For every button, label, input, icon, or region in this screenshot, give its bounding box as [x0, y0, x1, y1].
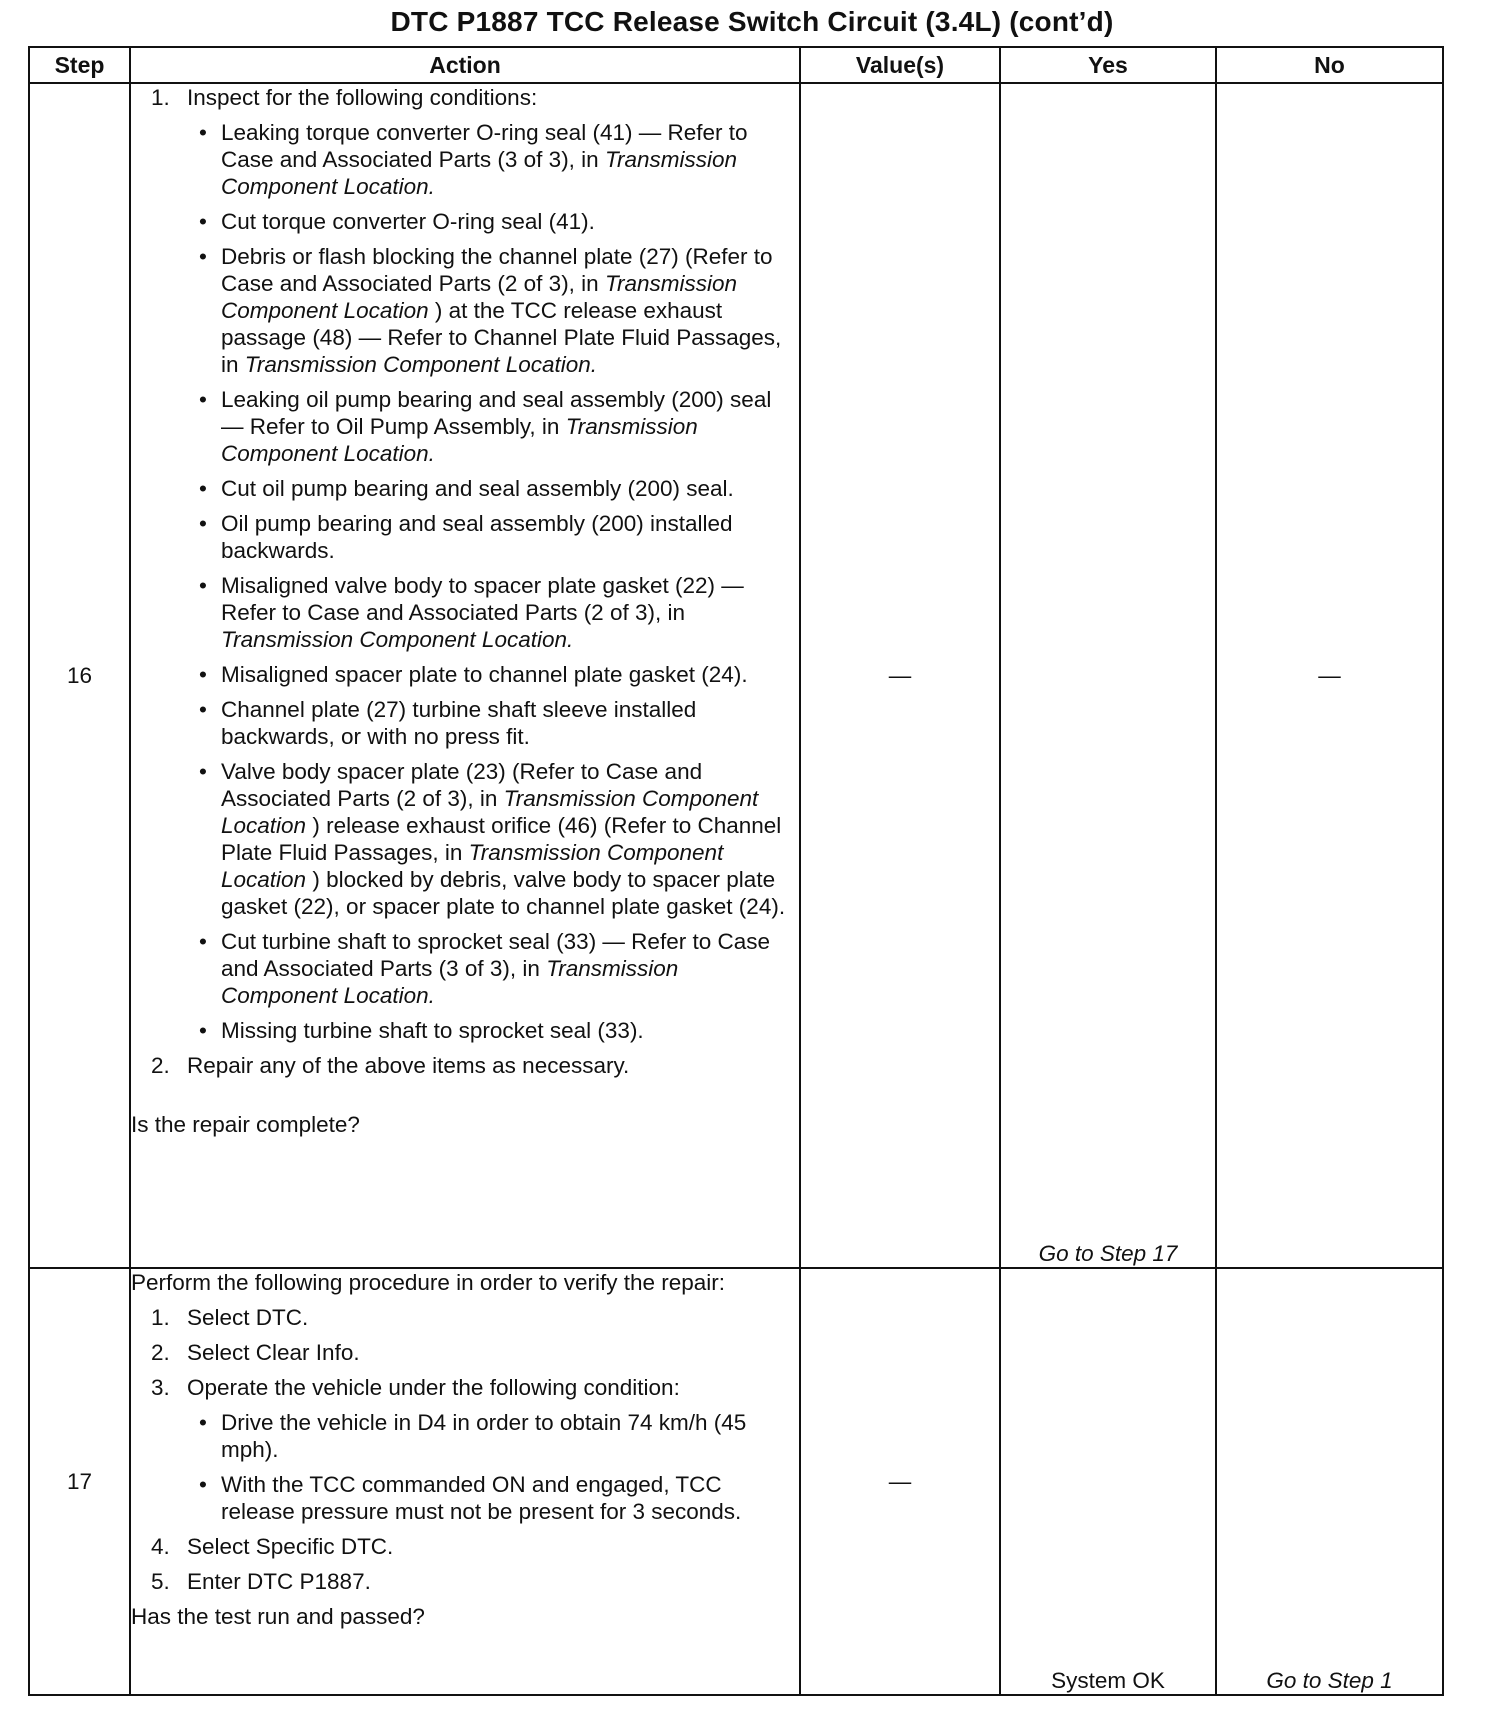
condition-text: ) at the TCC release exhaust passage (48) — Refer to Channel Plate Fluid Passages, in [221, 298, 782, 377]
condition-text: Leaking oil pump bearing and seal assembly (200) seal — Refer to Oil Pump Assembly, in [221, 387, 772, 439]
action-step [131, 1374, 799, 1525]
condition-text: Channel plate (27) turbine shaft sleeve installed backwards, or with no press fit. [221, 697, 697, 749]
bullet-icon: • [199, 1472, 207, 1497]
step-question: Has the test run and passed? [131, 1604, 425, 1629]
value-cell: — [800, 1268, 1000, 1695]
condition-reference: Transmission Component Location. [221, 147, 738, 199]
action-cell [130, 1268, 800, 1695]
condition-text: Cut torque converter O-ring seal (41). [221, 209, 595, 234]
step-question: Is the repair complete? [131, 1112, 360, 1137]
condition-text: Misaligned spacer plate to channel plate gasket (24). [221, 662, 748, 687]
list-item [187, 758, 799, 920]
action-cell [130, 83, 800, 1268]
step-index: 3. [151, 1375, 170, 1400]
header-values: Value(s) [800, 47, 1000, 83]
bullet-icon: • [199, 120, 207, 145]
bullet-icon: • [199, 697, 207, 722]
step-index: 1. [151, 1305, 170, 1330]
action-step [131, 1533, 799, 1560]
step-text: Enter DTC P1887. [187, 1569, 371, 1594]
bullet-icon: • [199, 244, 207, 269]
dtc-table [28, 46, 1444, 1696]
list-item [187, 386, 799, 467]
bullet-icon: • [199, 387, 207, 412]
condition-text: Cut turbine shaft to sprocket seal (33) — Refer to Case and Associated Parts (3 of 3), in [221, 929, 770, 981]
bullet-icon: • [199, 929, 207, 954]
page-title: DTC P1887 TCC Release Switch Circuit (3.4L) (cont’d) [390, 6, 1114, 37]
step-index: 1. [151, 85, 170, 110]
bullet-icon: • [199, 1018, 207, 1043]
condition-reference: Transmission Component Location. [221, 956, 679, 1008]
bullet-icon: • [199, 1410, 207, 1435]
action-step [131, 1339, 799, 1366]
step-text: Select Specific DTC. [187, 1534, 394, 1559]
condition-text: Oil pump bearing and seal assembly (200) installed backwards. [221, 511, 733, 563]
step-index: 4. [151, 1534, 170, 1559]
no-result: Go to Step 1 [1216, 1268, 1443, 1695]
step-index: 2. [151, 1053, 170, 1078]
action-step [131, 1304, 799, 1331]
condition-reference: Transmission Component Location [221, 840, 724, 892]
action-step [131, 1568, 799, 1595]
procedure-intro: Perform the following procedure in order to verify the repair: [131, 1270, 726, 1295]
list-item [187, 475, 799, 502]
list-item [187, 1409, 799, 1463]
yes-result: Go to Step 17 [1000, 83, 1216, 1268]
yes-result: System OK [1000, 1268, 1216, 1695]
list-item [187, 1471, 799, 1525]
bullet-icon: • [199, 662, 207, 687]
bullet-icon: • [199, 511, 207, 536]
bullet-icon: • [199, 209, 207, 234]
condition-text: With the TCC commanded ON and engaged, TCC release pressure must not be present for 3 seconds. [221, 1472, 742, 1524]
condition-list [187, 119, 799, 1044]
header-yes: Yes [1000, 47, 1216, 83]
bullet-icon: • [199, 573, 207, 598]
condition-text: ) blocked by debris, valve body to spacer plate gasket (22), or spacer plate to channel plate gasket (24). [221, 867, 786, 919]
step-index: 2. [151, 1340, 170, 1365]
list-item [187, 696, 799, 750]
header-action: Action [130, 47, 800, 83]
table-row-step-17 [29, 1268, 1443, 1695]
step-number: 17 [29, 1268, 130, 1695]
condition-reference: Transmission Component Location [221, 271, 738, 323]
step-text: Select Clear Info. [187, 1340, 360, 1365]
list-item [187, 1017, 799, 1044]
condition-text: Leaking torque converter O-ring seal (41) — Refer to Case and Associated Parts (3 of 3), in [221, 120, 748, 172]
action-steps [131, 1304, 799, 1595]
action-step [131, 1052, 799, 1079]
condition-text: Cut oil pump bearing and seal assembly (200) seal. [221, 476, 734, 501]
table-row-step-16 [29, 83, 1443, 1268]
step-text: Select DTC. [187, 1305, 309, 1330]
step-index: 5. [151, 1569, 170, 1594]
list-item [187, 119, 799, 200]
action-step [131, 84, 799, 1044]
no-result: — [1216, 83, 1443, 1268]
step-number: 16 [29, 83, 130, 1268]
list-item [187, 661, 799, 688]
condition-text: Drive the vehicle in D4 in order to obtain 74 km/h (45 mph). [221, 1410, 747, 1462]
condition-text: ) release exhaust orifice (46) (Refer to Channel Plate Fluid Passages, in [221, 813, 782, 865]
bullet-icon: • [199, 476, 207, 501]
list-item [187, 208, 799, 235]
bullet-icon: • [199, 759, 207, 784]
condition-text: Missing turbine shaft to sprocket seal (33). [221, 1018, 644, 1043]
step-text: Operate the vehicle under the following condition: [187, 1375, 680, 1400]
condition-list [187, 1409, 799, 1525]
value-cell: — [800, 83, 1000, 1268]
header-no: No [1216, 47, 1443, 83]
table-header-row [29, 47, 1443, 83]
header-step: Step [29, 47, 130, 83]
condition-reference: Transmission Component Location. [221, 627, 574, 652]
step-text: Inspect for the following conditions: [187, 85, 538, 110]
condition-text: Valve body spacer plate (23) (Refer to Case and Associated Parts (2 of 3), in [221, 759, 703, 811]
step-text: Repair any of the above items as necessary. [187, 1053, 630, 1078]
action-steps [131, 84, 799, 1079]
list-item [187, 243, 799, 378]
condition-reference: Transmission Component Location. [244, 352, 598, 377]
list-item [187, 510, 799, 564]
condition-reference: Transmission Component Location [221, 786, 759, 838]
list-item [187, 928, 799, 1009]
condition-reference: Transmission Component Location. [221, 414, 698, 466]
condition-text: Debris or flash blocking the channel plate (27) (Refer to Case and Associated Parts (2 of 3), in [221, 244, 773, 296]
condition-text: Misaligned valve body to spacer plate gasket (22) — Refer to Case and Associated Parts (2 of 3), in [221, 573, 744, 625]
list-item [187, 572, 799, 653]
